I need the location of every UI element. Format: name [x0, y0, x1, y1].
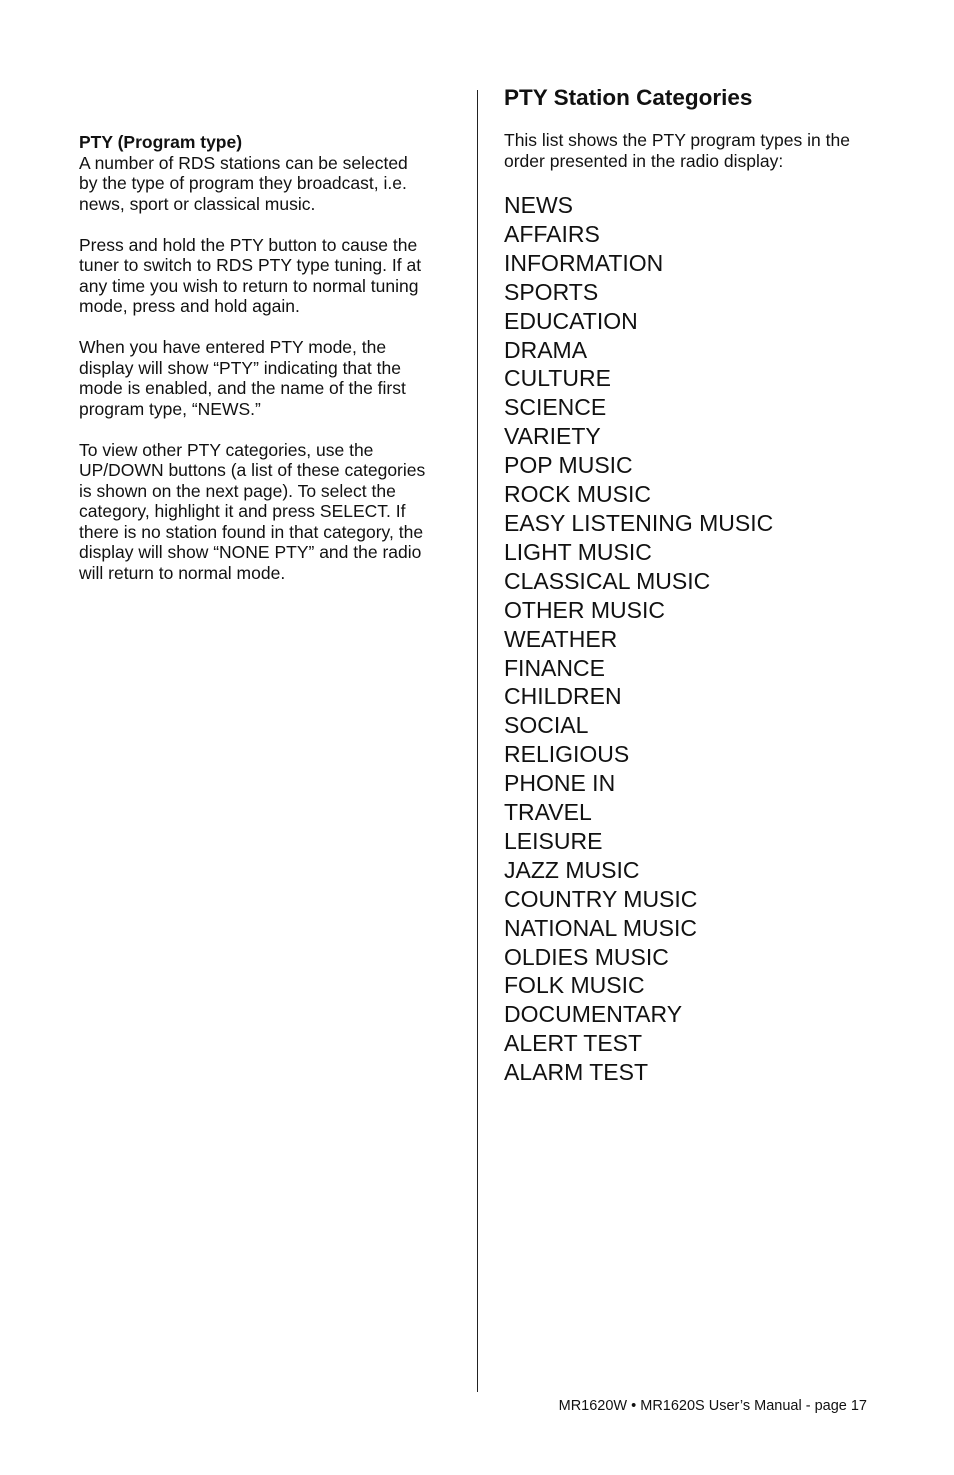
- list-intro: This list shows the PTY program types in the order presented in the radio display:: [504, 130, 850, 171]
- category-item: COUNTRY MUSIC: [504, 885, 698, 912]
- category-item: CULTURE: [504, 365, 611, 392]
- category-item: LEISURE: [504, 827, 603, 854]
- category-item: DRAMA: [504, 336, 588, 363]
- category-item: NATIONAL MUSIC: [504, 914, 697, 941]
- category-item: OLDIES MUSIC: [504, 943, 669, 970]
- paragraph-pty-mode: When you have entered PTY mode, the display will show “PTY” indicating that the mode is enabled, and the name of the first program type, “NEWS.”: [79, 337, 406, 419]
- category-item: ALARM TEST: [504, 1059, 648, 1086]
- category-item: FOLK MUSIC: [504, 972, 645, 999]
- category-item: SCIENCE: [504, 394, 607, 421]
- right-column: [504, 84, 924, 1087]
- category-item: POP MUSIC: [504, 452, 633, 479]
- category-item: DOCUMENTARY: [504, 1001, 683, 1028]
- category-item: FINANCE: [504, 654, 605, 681]
- category-item: CHILDREN: [504, 683, 622, 710]
- section-heading-pty: PTY (Program type): [79, 132, 243, 152]
- category-item: NEWS: [504, 192, 573, 218]
- category-item: VARIETY: [504, 423, 601, 450]
- category-item: EDUCATION: [504, 307, 638, 334]
- paragraph-intro: A number of RDS stations can be selected by the type of program they broadcast, i.e. news, sport or classical music.: [79, 152, 408, 214]
- page-footer: MR1620W • MR1620S User’s Manual - page 17: [558, 1398, 867, 1414]
- category-item: OTHER MUSIC: [504, 596, 665, 623]
- category-item: EASY LISTENING MUSIC: [504, 509, 774, 536]
- category-item: INFORMATION: [504, 249, 664, 276]
- category-item: WEATHER: [504, 625, 618, 652]
- category-item: AFFAIRS: [504, 220, 600, 247]
- category-item: RELIGIOUS: [504, 741, 630, 768]
- category-item: LIGHT MUSIC: [504, 538, 652, 565]
- column-divider: [477, 90, 478, 1392]
- paragraph-press-hold: Press and hold the PTY button to cause the tuner to switch to RDS PTY type tuning. If at any time you wish to return to normal tuning mode, press and hold again.: [79, 234, 422, 316]
- category-item: TRAVEL: [504, 799, 592, 826]
- category-item: PHONE IN: [504, 770, 616, 797]
- category-item: SPORTS: [504, 278, 599, 305]
- left-column: [79, 132, 464, 604]
- category-item: JAZZ MUSIC: [504, 856, 640, 883]
- category-item: CLASSICAL MUSIC: [504, 567, 711, 594]
- category-item: SOCIAL: [504, 712, 589, 739]
- page-title: PTY Station Categories: [504, 85, 753, 110]
- category-item: ALERT TEST: [504, 1030, 643, 1057]
- category-item: ROCK MUSIC: [504, 481, 651, 508]
- category-list: [504, 191, 924, 1087]
- paragraph-view-categories: To view other PTY categories, use the UP/DOWN buttons (a list of these categories is shown on the next page). To select the category, highlight it and press SELECT. If there is no station found in that category, the display will show “NONE PTY” and the radio will return to normal mode.: [79, 439, 426, 583]
